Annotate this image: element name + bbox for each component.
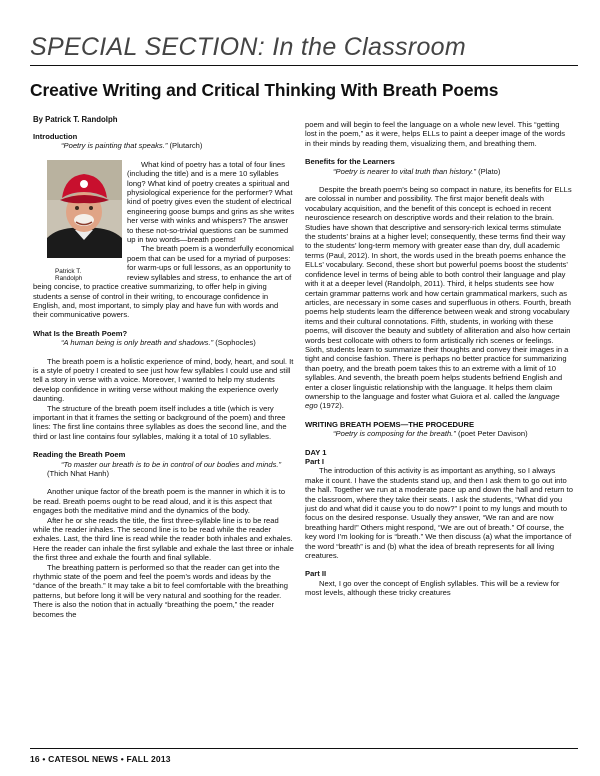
benefits-paragraph [305,185,573,411]
section-title: SPECIAL SECTION: In the Classroom [30,33,466,61]
writing-heading: WRITING BREATH POEMS—THE PROCEDURE [305,419,475,429]
reading-paragraph: The breathing pattern is performed so that the reader can get into the rhythmic state of the poem and feel the poem’s words and ideas by the “dance of the breath.” It may take a bit to feel comfortable with the breathing patterns, but before long it will be very natural and soothing for the reader. There is also the notion that in actually “breathing the poem,” the reader becomes the [33,562,288,619]
part2-heading: Part II [305,569,327,579]
epigraph-quote: “To master our breath is to be in control of our bodies and minds.” [61,459,282,469]
what-heading: What Is the Breath Poem? [33,328,128,338]
article-title: Creative Writing and Critical Thinking With Breath Poems [30,80,499,100]
epigraph-quote: “Poetry is painting that speaks.” [61,141,168,151]
reading-heading: Reading the Breath Poem [33,450,126,460]
introduction-heading: Introduction [33,132,78,141]
benefits-epigraph [305,167,573,176]
page-footer: 16 • CATESOL NEWS • FALL 2013 [30,754,171,764]
caption-line: Patrick T. [55,267,82,275]
epigraph-attribution: (Plutarch) [169,141,203,151]
writing-epigraph [305,429,573,438]
part2-paragraph: Next, I go over the concept of English syllables. This will be a review for most levels, although these tricky creatures [305,578,560,598]
language-ego-term: language ego [305,391,560,411]
what-paragraph: The breath poem is a holistic experience of mind, body, heart, and soul. It is a style of poetry I created to see just how few syllables I could use and still tell a story in verse with a voice. Moreover, I wanted to help my students develop confidence in writing verse without making the experience overly daunting. [33,356,294,404]
photo-caption [47,268,122,283]
benefits-heading: Benefits for the Learners [305,157,395,167]
author-photo [47,160,122,258]
part1-heading: Part I [305,457,324,466]
benefits-text-end: (1972). [317,401,344,411]
epigraph-quote: “Poetry is nearer to vital truth than history.” [333,166,476,176]
benefits-text: Despite the breath poem’s being so compact in nature, its benefits for ELLs are colossal in number and possibility. The first major benefit deals with vocabulary acquisition, and the benefit of this concept is echoed in recent neuroscience research on descriptive words and their relation to the brain. Studies have shown that descriptive and sensory-rich lexical terms stimulate the students’ brains at a higher level; consequently, these terms find their way to the students’ long-term memory with greater ease than dry, dull academic terms (Paul, 2012). In short, the words used in the breath poems enhance the ELLs’ vocabulary. Second, these short but powerful poems boost the students’ confidence level in terms of being able to both control their language and play with it at a deeper level (Randolph, 2011). Third, it helps students see how certain grammar patterns work and how certain grammatical markers, such as articles, are necessary in some cases and superfluous in others. Fourth, breath poems help students learn the difference between weak and strong vocabulary items and their cultural connotations. Fifth, students, in working with these poems, will discover the beauty and subtlety of alliteration and also how certain words best collocate with others to form artistically rich scenes or feelings. Sixth, students learn to summarize their thoughts and convey their images in a tight and concise fashion. There is perhaps no better practice for summarizing than poetry, and the breath poem takes this to an extreme with a limit of 10 syllables. And seventh, the breath poem helps students befriend English and enter a closer linguistic relationship with the language. It helps them claim ownership to the language and foster what Guiora et al. called the [305,185,572,401]
epigraph-quote: “Poetry is composing for the breath.” [333,429,456,439]
what-epigraph [33,338,295,347]
epigraph-attribution: (Thich Nhat Hanh) [47,469,110,478]
epigraph-attribution: (poet Peter Davison) [457,429,528,439]
left-column [33,132,295,619]
day1-heading: DAY 1 [305,447,327,457]
epigraph-quote: “A human being is only breath and shadows.” [61,338,214,348]
reading-paragraph: After he or she reads the title, the first three-syllable line is to be read while the reader inhales. The second line is to be read while the reader exhales. Last, the third line is read while the reader both inhales and exhales. Here the reader can inhale the first syllable and exhale the last three or inhale the first three and exhale the fourth and final syllable. [33,515,294,563]
reading-paragraph: Another unique factor of the breath poem is the manner in which it is to be read. Breath poems ought to be read aloud, and it is this aspect that engages both the meditative mind and the dynamics of the body. [33,487,286,516]
reading-epigraph [33,460,295,479]
introduction-epigraph [33,141,295,150]
byline: By Patrick T. Randolph [33,115,118,124]
epigraph-attribution: (Sophocles) [215,338,256,348]
intro-paragraph: What kind of poetry has a total of four lines (including the title) and is a mere 10 syllables long? What kind of poetry creates a spiritual and physiological experience for the performer? What kind of poetry gives even the student of electrical engineering goose bumps and grins as she writes her verse with winks and whispers? The answer to these not-so-trivial questions can be summed up in two words—breath poems! [127,159,295,245]
caption-line: Randolph [55,275,83,283]
epigraph-attribution: (Plato) [478,166,501,176]
bottom-rule [30,748,578,749]
continued-paragraph: poem and will begin to feel the language on a whole new level. This “getting lost in the poem,” as it were, helps ELLs to paint a deeper image of the words in their minds by reading them, visualizing them, and breathing them. [305,120,566,148]
intro-paragraph: The breath poem is a wonderfully economical poem that can be used for a myriad of purposes: for warm-ups or full lessons, as an opportunity to review syllables and stress, to enhance the art of being concise, to practice creative summarizing, to offer help in giving students a sense of control in their writing, to encourage confidence in English, and, most important, to simply play and have fun with words and their communicative powers. [33,244,294,320]
portrait-photo-icon [47,160,122,258]
author-photo-block [47,160,122,283]
top-rule [30,65,578,66]
what-paragraph: The structure of the breath poem itself includes a title (which is very important in that it frames the setting or background of the poem) and three lines: The first line contains three syllables as does the second line, and the third or last line contains four syllables, making it a total of 10 syllables. [33,403,287,441]
part1-paragraph: The introduction of this activity is as important as anything, so I always make it count. I have the students stand up, and then I ask them to go out into the hall. Together we run at a moderate pace up and down the hall and return to the classroom, where they take their seats. I ask the students, “What did you just do and what did it cause you to do now?” I point to my lungs and mouth to focus on the desired response. Usually they answer, “We ran and are now breathing hard!” Others might respond, “We are out of breath.” Of course, the key word I’m looking for is “breath.” We then discuss (a) what the importance of the word “breath” is and (b) what the idea of breath represents for all living creatures. [305,466,573,561]
right-column [305,120,573,598]
